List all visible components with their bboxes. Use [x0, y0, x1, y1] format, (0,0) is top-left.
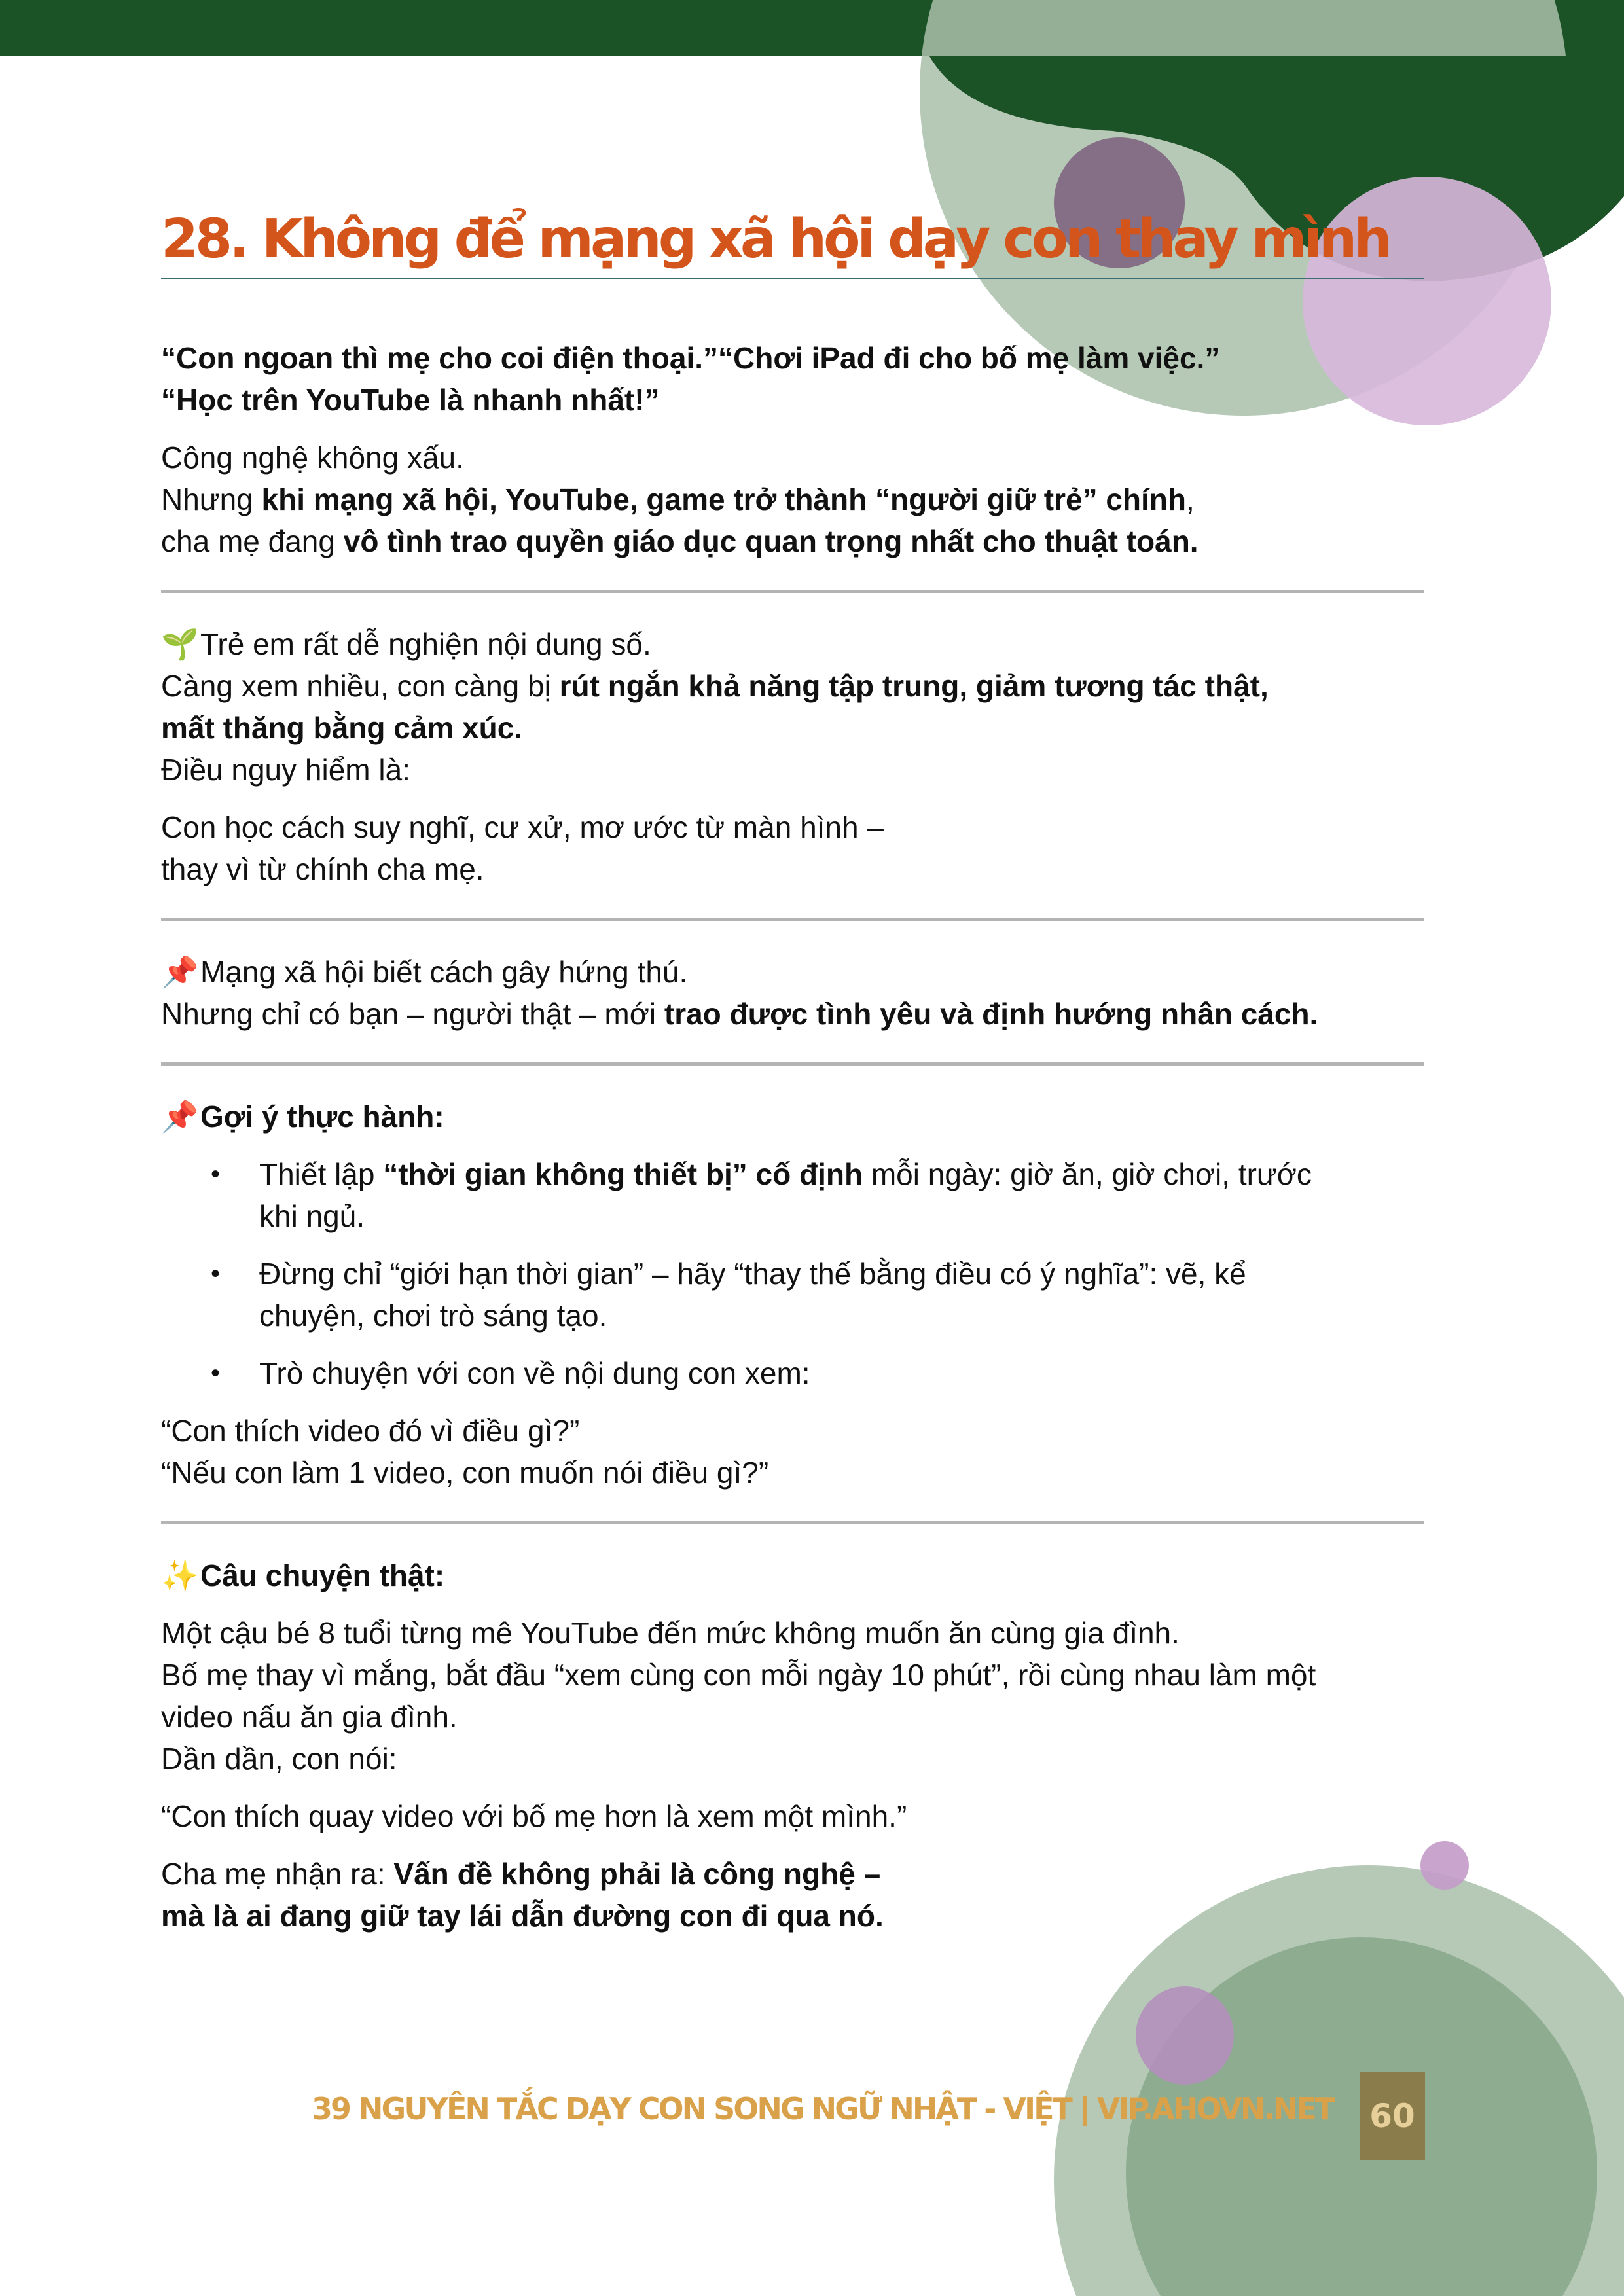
page-number: 60 — [1360, 2072, 1425, 2160]
section2-line2: Nhưng chỉ có bạn – người thật – mới trao được tình yêu và định hướng nhân cách. — [161, 997, 1318, 1031]
story-line4: Dần dần, con nói: — [161, 1742, 397, 1776]
pushpin-icon: 📌 — [161, 1100, 199, 1134]
question-1: “Con thích video đó vì điều gì?” — [161, 1414, 580, 1448]
intro-quote-2: “Học trên YouTube là nhanh nhất!” — [161, 383, 660, 417]
section1-line1: 🌱Trẻ em rất dễ nghiện nội dung số. — [161, 623, 1424, 665]
story-quote: “Con thích quay video với bố mẹ hơn là xem một mình.” — [161, 1799, 907, 1833]
question-2: “Nếu con làm 1 video, con muốn nói điều gì?” — [161, 1456, 769, 1490]
section3-heading: 📌Gợi ý thực hành: — [161, 1096, 1424, 1138]
pushpin-icon: 📌 — [161, 955, 199, 989]
section1-line5: Con học cách suy nghĩ, cư xử, mơ ước từ màn hình – — [161, 810, 884, 844]
intro-quote-1: “Con ngoan thì mẹ cho coi điện thoại.”“Chơi iPad đi cho bố mẹ làm việc.” — [161, 341, 1220, 375]
article-body — [161, 337, 1424, 1937]
list-item: • Đừng chỉ “giới hạn thời gian” – hãy “thay thế bằng điều có ý nghĩa”: vẽ, kể chuyện, chơi trò sáng tạo. — [161, 1253, 1424, 1336]
seedling-icon: 🌱 — [161, 627, 199, 661]
story-line3: video nấu ăn gia đình. — [161, 1700, 458, 1734]
intro-paragraph-3: cha mẹ đang vô tình trao quyền giáo dục quan trọng nhất cho thuật toán. — [161, 524, 1199, 558]
intro-paragraph-1: Công nghệ không xấu. — [161, 440, 464, 475]
divider — [161, 590, 1424, 593]
page-title: 28. Không để mạng xã hội dạy con thay mình — [161, 208, 1389, 270]
story-line2: Bố mẹ thay vì mắng, bắt đầu “xem cùng con mỗi ngày 10 phút”, rồi cùng nhau làm một — [161, 1658, 1316, 1692]
intro-paragraph-2: Nhưng khi mạng xã hội, YouTube, game trở thành “người giữ trẻ” chính, — [161, 482, 1195, 516]
list-item: • Thiết lập “thời gian không thiết bị” cố định mỗi ngày: giờ ăn, giờ chơi, trước khi ngủ. — [161, 1153, 1424, 1237]
list-item: • Trò chuyện với con về nội dung con xem: — [161, 1352, 1424, 1394]
section2-line1: 📌Mạng xã hội biết cách gây hứng thú. — [161, 951, 1424, 993]
sparkles-icon: ✨ — [161, 1558, 199, 1592]
practice-list — [161, 1153, 1424, 1394]
story-conclusion-1: Cha mẹ nhận ra: Vấn đề không phải là công nghệ – — [161, 1857, 881, 1891]
section1-line4: Điều nguy hiểm là: — [161, 753, 410, 787]
footer-text: 39 NGUYÊN TẮC DẠY CON SONG NGỮ NHẬT - VIỆT | VIP.AHOVN.NET — [312, 2091, 1334, 2126]
section1-line6: thay vì từ chính cha mẹ. — [161, 852, 484, 886]
divider — [161, 1062, 1424, 1066]
story-line1: Một cậu bé 8 tuổi từng mê YouTube đến mức không muốn ăn cùng gia đình. — [161, 1616, 1180, 1650]
section1-line2: Càng xem nhiều, con càng bị rút ngắn khả năng tập trung, giảm tương tác thật, — [161, 669, 1269, 703]
section4-heading: ✨Câu chuyện thật: — [161, 1554, 1424, 1596]
story-conclusion-2: mà là ai đang giữ tay lái dẫn đường con đi qua nó. — [161, 1899, 884, 1933]
divider — [161, 918, 1424, 921]
title-underline — [161, 278, 1424, 279]
purple-circle-bottom — [1136, 1986, 1234, 2085]
divider — [161, 1521, 1424, 1524]
small-purple-circle-bottom — [1420, 1841, 1469, 1890]
section1-line3: mất thăng bằng cảm xúc. — [161, 711, 523, 745]
